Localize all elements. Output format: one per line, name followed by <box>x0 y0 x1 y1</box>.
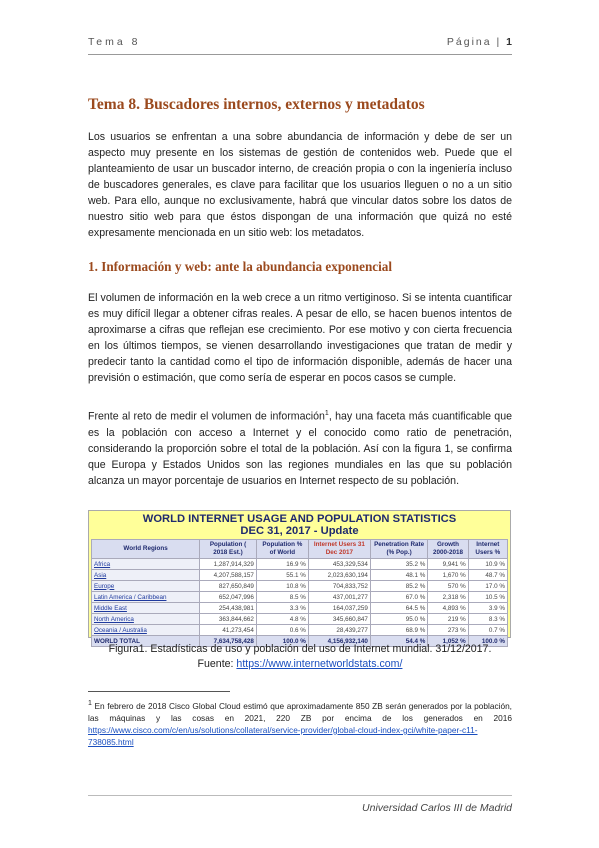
header-page-label: Página | <box>446 36 502 48</box>
value-cell: 17.0 % <box>468 581 507 592</box>
value-cell: 8.3 % <box>468 614 507 625</box>
col-header: Growth 2000-2018 <box>428 540 468 559</box>
header-divider <box>88 54 512 55</box>
value-cell: 16.9 % <box>256 559 308 570</box>
footer-divider <box>88 795 512 796</box>
col-header: Internet Users 31 Dec 2017 <box>308 540 370 559</box>
col-header: World Regions <box>92 540 200 559</box>
value-cell: 55.1 % <box>256 570 308 581</box>
value-cell: 363,844,662 <box>200 614 257 625</box>
value-cell: 68.9 % <box>370 625 427 636</box>
value-cell: 64.5 % <box>370 603 427 614</box>
value-cell: 219 % <box>428 614 468 625</box>
col-header: Population % of World <box>256 540 308 559</box>
value-cell: 3.3 % <box>256 603 308 614</box>
table-row <box>92 559 508 570</box>
value-cell: 453,329,534 <box>308 559 370 570</box>
value-cell: 7,634,758,428 <box>200 636 257 647</box>
region-cell[interactable]: Africa <box>92 559 200 570</box>
value-cell: 10.8 % <box>256 581 308 592</box>
value-cell: 10.9 % <box>468 559 507 570</box>
value-cell: 54.4 % <box>370 636 427 647</box>
source-link[interactable]: https://www.internetworldstats.com/ <box>236 658 403 670</box>
region-cell[interactable]: Oceania / Australia <box>92 625 200 636</box>
value-cell: 67.0 % <box>370 592 427 603</box>
value-cell: 4.8 % <box>256 614 308 625</box>
value-cell: 1,052 % <box>428 636 468 647</box>
table-row <box>92 603 508 614</box>
region-cell[interactable]: North America <box>92 614 200 625</box>
footnote-ref[interactable]: 1 <box>324 410 329 417</box>
value-cell: 9,941 % <box>428 559 468 570</box>
value-cell: 48.7 % <box>468 570 507 581</box>
table-row <box>92 625 508 636</box>
table-row <box>92 570 508 581</box>
table-subtitle: DEC 31, 2017 - Update <box>240 525 359 537</box>
value-cell: 2,023,630,194 <box>308 570 370 581</box>
value-cell: 0.7 % <box>468 625 507 636</box>
value-cell: 4,207,588,157 <box>200 570 257 581</box>
header-topic: Tema 8 <box>88 36 141 48</box>
table-row <box>92 614 508 625</box>
value-cell: 95.0 % <box>370 614 427 625</box>
value-cell: 254,438,981 <box>200 603 257 614</box>
value-cell: 48.1 % <box>370 570 427 581</box>
table-header-row <box>92 540 508 559</box>
table-row <box>92 581 508 592</box>
value-cell: 827,650,849 <box>200 581 257 592</box>
region-cell[interactable]: Asia <box>92 570 200 581</box>
value-cell: 100.0 % <box>468 636 507 647</box>
value-cell: 28,439,277 <box>308 625 370 636</box>
value-cell: 8.5 % <box>256 592 308 603</box>
col-header: Internet Users % <box>468 540 507 559</box>
value-cell: 1,670 % <box>428 570 468 581</box>
value-cell: 164,037,259 <box>308 603 370 614</box>
page-title: Tema 8. Buscadores internos, externos y metadatos <box>88 96 425 113</box>
value-cell: 10.5 % <box>468 592 507 603</box>
stats-table <box>91 539 508 647</box>
value-cell: 345,660,847 <box>308 614 370 625</box>
header-page <box>447 36 512 48</box>
value-cell: 704,833,752 <box>308 581 370 592</box>
footnote <box>88 698 512 748</box>
region-cell: WORLD TOTAL <box>92 636 200 647</box>
p2-end: , hay una faceta más cuantificable que es la población con acceso a Internet y el conocido como ratio de penetración, considerando la proporción sobre el total de la población. Así con la figura 1, se confirma que Europa y Estados Unidos son las regiones mundiales en las que su población alcanza un mayor porcentaje de usuarios en Internet respecto de su población. <box>88 410 512 487</box>
value-cell: 4,893 % <box>428 603 468 614</box>
value-cell: 85.2 % <box>370 581 427 592</box>
intro-paragraph: Los usuarios se enfrentan a una sobre abundancia de información y debe de ser un aspecto muy presente en los sistemas de gestión de contenidos web. Puede que el planteamiento de usar un buscador interno, de creación propia o con la ingeniería incluso de buscadores generales, es clave para facilitar que los usuarios lleguen o no a un sitio web. Para ello, aunque no exclusivamente, habrá que vincular datos sobre los datos de nuestro sitio web para que éstos dispongan de una información que quizá no esté expresamente mencionada en un sitio web: los metadatos. <box>88 131 512 239</box>
table-row <box>92 592 508 603</box>
page-number: 1 <box>506 36 512 48</box>
value-cell: 570 % <box>428 581 468 592</box>
value-cell: 437,001,277 <box>308 592 370 603</box>
section-paragraph-1: El volumen de información en la web crece a un ritmo vertiginoso. Si se intenta cuantificar es muy difícil llegar a obtener cifras reales. A pesar de ello, se hacen buenos intentos de aproximarse a cifras que reflejan ese crecimiento. Por ese motivo y con cierta frecuencia en los últimos tiempos, se vienen desarrollando investigaciones que tratan de medir y predecir tanto la cantidad como el tipo de información disponible, además de hacer una previsión o estimación, que como sería de esperar en pocos casos se cumple. <box>88 292 512 384</box>
col-header: Penetration Rate (% Pop.) <box>370 540 427 559</box>
p2-start: Frente al reto de medir el volumen de información <box>88 410 325 423</box>
footnote-text: En febrero de 2018 Cisco Global Cloud estimó que aproximadamente 850 ZB serán generados por la población, las máquinas y las cosas en 2021, 220 ZB por encima de los generados en 2016 <box>88 700 512 723</box>
caption-line-1: Figura1. Estadísticas de uso y población del uso de Internet mundial. 31/12/2017. <box>108 643 492 655</box>
value-cell: 2,318 % <box>428 592 468 603</box>
region-cell[interactable]: Europe <box>92 581 200 592</box>
footnote-number: 1 <box>88 700 92 707</box>
value-cell: 273 % <box>428 625 468 636</box>
region-cell[interactable]: Latin America / Caribbean <box>92 592 200 603</box>
value-cell: 4,156,932,140 <box>308 636 370 647</box>
value-cell: 41,273,454 <box>200 625 257 636</box>
section-paragraph-2 <box>88 406 512 489</box>
section-heading: 1. Información y web: ante la abundancia exponencial <box>88 259 393 274</box>
internet-stats-figure <box>88 510 511 645</box>
value-cell: 35.2 % <box>370 559 427 570</box>
region-cell[interactable]: Middle East <box>92 603 200 614</box>
table-title: WORLD INTERNET USAGE AND POPULATION STATISTICS <box>142 513 457 525</box>
value-cell: 652,047,996 <box>200 592 257 603</box>
footnote-divider <box>88 691 230 692</box>
value-cell: 1,287,914,329 <box>200 559 257 570</box>
col-header: Population ( 2018 Est.) <box>200 540 257 559</box>
page-footer: Universidad Carlos III de Madrid <box>362 802 512 814</box>
caption-source-label: Fuente: <box>197 658 237 670</box>
value-cell: 100.0 % <box>256 636 308 647</box>
value-cell: 0.6 % <box>256 625 308 636</box>
value-cell: 3.9 % <box>468 603 507 614</box>
footnote-link[interactable]: https://www.cisco.com/c/en/us/solutions/collateral/service-provider/global-cloud-index-gci/white-paper-c11-738085.html <box>88 724 478 747</box>
caption-line-2 <box>88 657 512 672</box>
figure-caption <box>88 642 512 672</box>
